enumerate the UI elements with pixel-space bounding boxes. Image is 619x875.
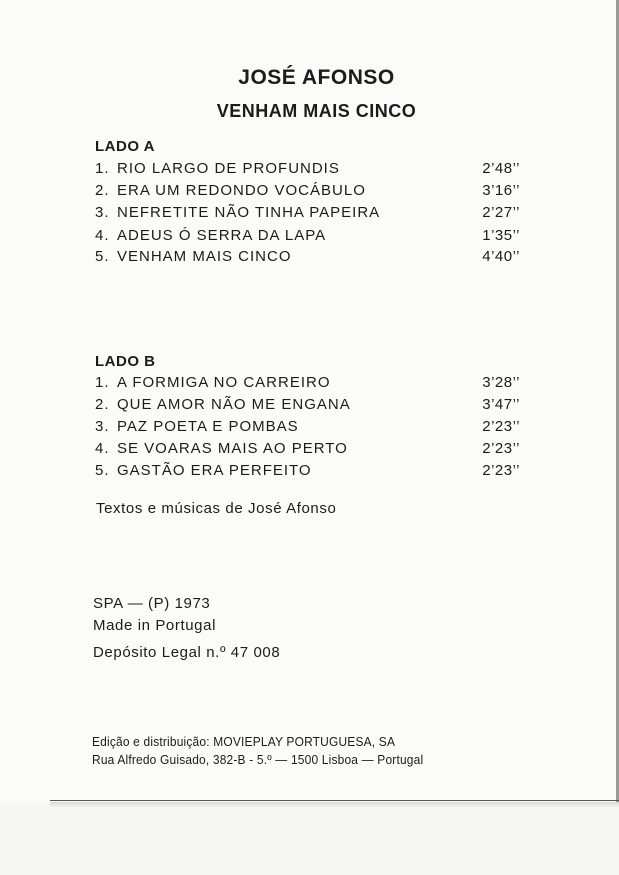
origin-line: Made in Portugal: [93, 617, 217, 634]
side-b-track: [95, 440, 520, 462]
track-duration: 2’23’’: [482, 418, 520, 435]
side-b-track: [95, 462, 520, 484]
track-number: 4.: [95, 440, 110, 457]
artist-name: JOSÉ AFONSO: [238, 66, 395, 89]
card-bottom-edge: [50, 800, 619, 801]
track-title: VENHAM MAIS CINCO: [117, 248, 292, 265]
side-a-heading: LADO A: [95, 138, 155, 155]
track-number: 2.: [95, 182, 110, 199]
track-title: ERA UM REDONDO VOCÁBULO: [117, 182, 366, 199]
track-title: PAZ POETA E POMBAS: [117, 418, 299, 435]
track-duration: 2’27’’: [482, 204, 520, 221]
track-title: RIO LARGO DE PROFUNDIS: [117, 160, 340, 177]
distribution-line: Edição e distribuição: MOVIEPLAY PORTUGUESA, SA: [92, 734, 396, 749]
side-b-track: [95, 374, 520, 396]
side-b-track: [95, 418, 520, 440]
track-number: 1.: [95, 160, 110, 177]
track-title: ADEUS Ó SERRA DA LAPA: [117, 227, 327, 244]
track-title: A FORMIGA NO CARREIRO: [117, 374, 331, 391]
side-a-track: [95, 160, 520, 182]
track-duration: 4’40’’: [482, 248, 520, 265]
side-a-track: [95, 227, 520, 249]
address-line: Rua Alfredo Guisado, 382-B - 5.º — 1500 Lisboa — Portugal: [92, 752, 424, 767]
side-b-track: [95, 396, 520, 418]
side-a-track: [95, 204, 520, 226]
track-number: 2.: [95, 396, 110, 413]
track-title: SE VOARAS MAIS AO PERTO: [117, 440, 348, 457]
album-title: VENHAM MAIS CINCO: [216, 101, 417, 121]
side-a-track: [95, 248, 520, 270]
track-duration: 2’23’’: [482, 440, 520, 457]
track-number: 3.: [95, 204, 110, 221]
side-b-heading: LADO B: [95, 353, 156, 370]
track-duration: 2’48’’: [482, 160, 520, 177]
track-number: 5.: [95, 248, 110, 265]
track-title: NEFRETITE NÃO TINHA PAPEIRA: [117, 204, 381, 221]
track-number: 4.: [95, 227, 110, 244]
track-duration: 3’28’’: [482, 374, 520, 391]
track-number: 5.: [95, 462, 110, 479]
track-duration: 3’16’’: [482, 182, 520, 199]
track-duration: 2’23’’: [482, 462, 520, 479]
credits-line: Textos e músicas de José Afonso: [96, 500, 337, 517]
track-duration: 3’47’’: [482, 396, 520, 413]
track-number: 3.: [95, 418, 110, 435]
side-a-track: [95, 182, 520, 204]
track-title: GASTÃO ERA PERFEITO: [117, 462, 312, 479]
track-title: QUE AMOR NÃO ME ENGANA: [117, 396, 351, 413]
track-number: 1.: [95, 374, 110, 391]
card-edge-shadow: [50, 802, 619, 808]
track-duration: 1’35’’: [482, 227, 520, 244]
legal-deposit: Depósito Legal n.º 47 008: [93, 644, 281, 661]
label-copyright: SPA — (P) 1973: [93, 595, 211, 612]
